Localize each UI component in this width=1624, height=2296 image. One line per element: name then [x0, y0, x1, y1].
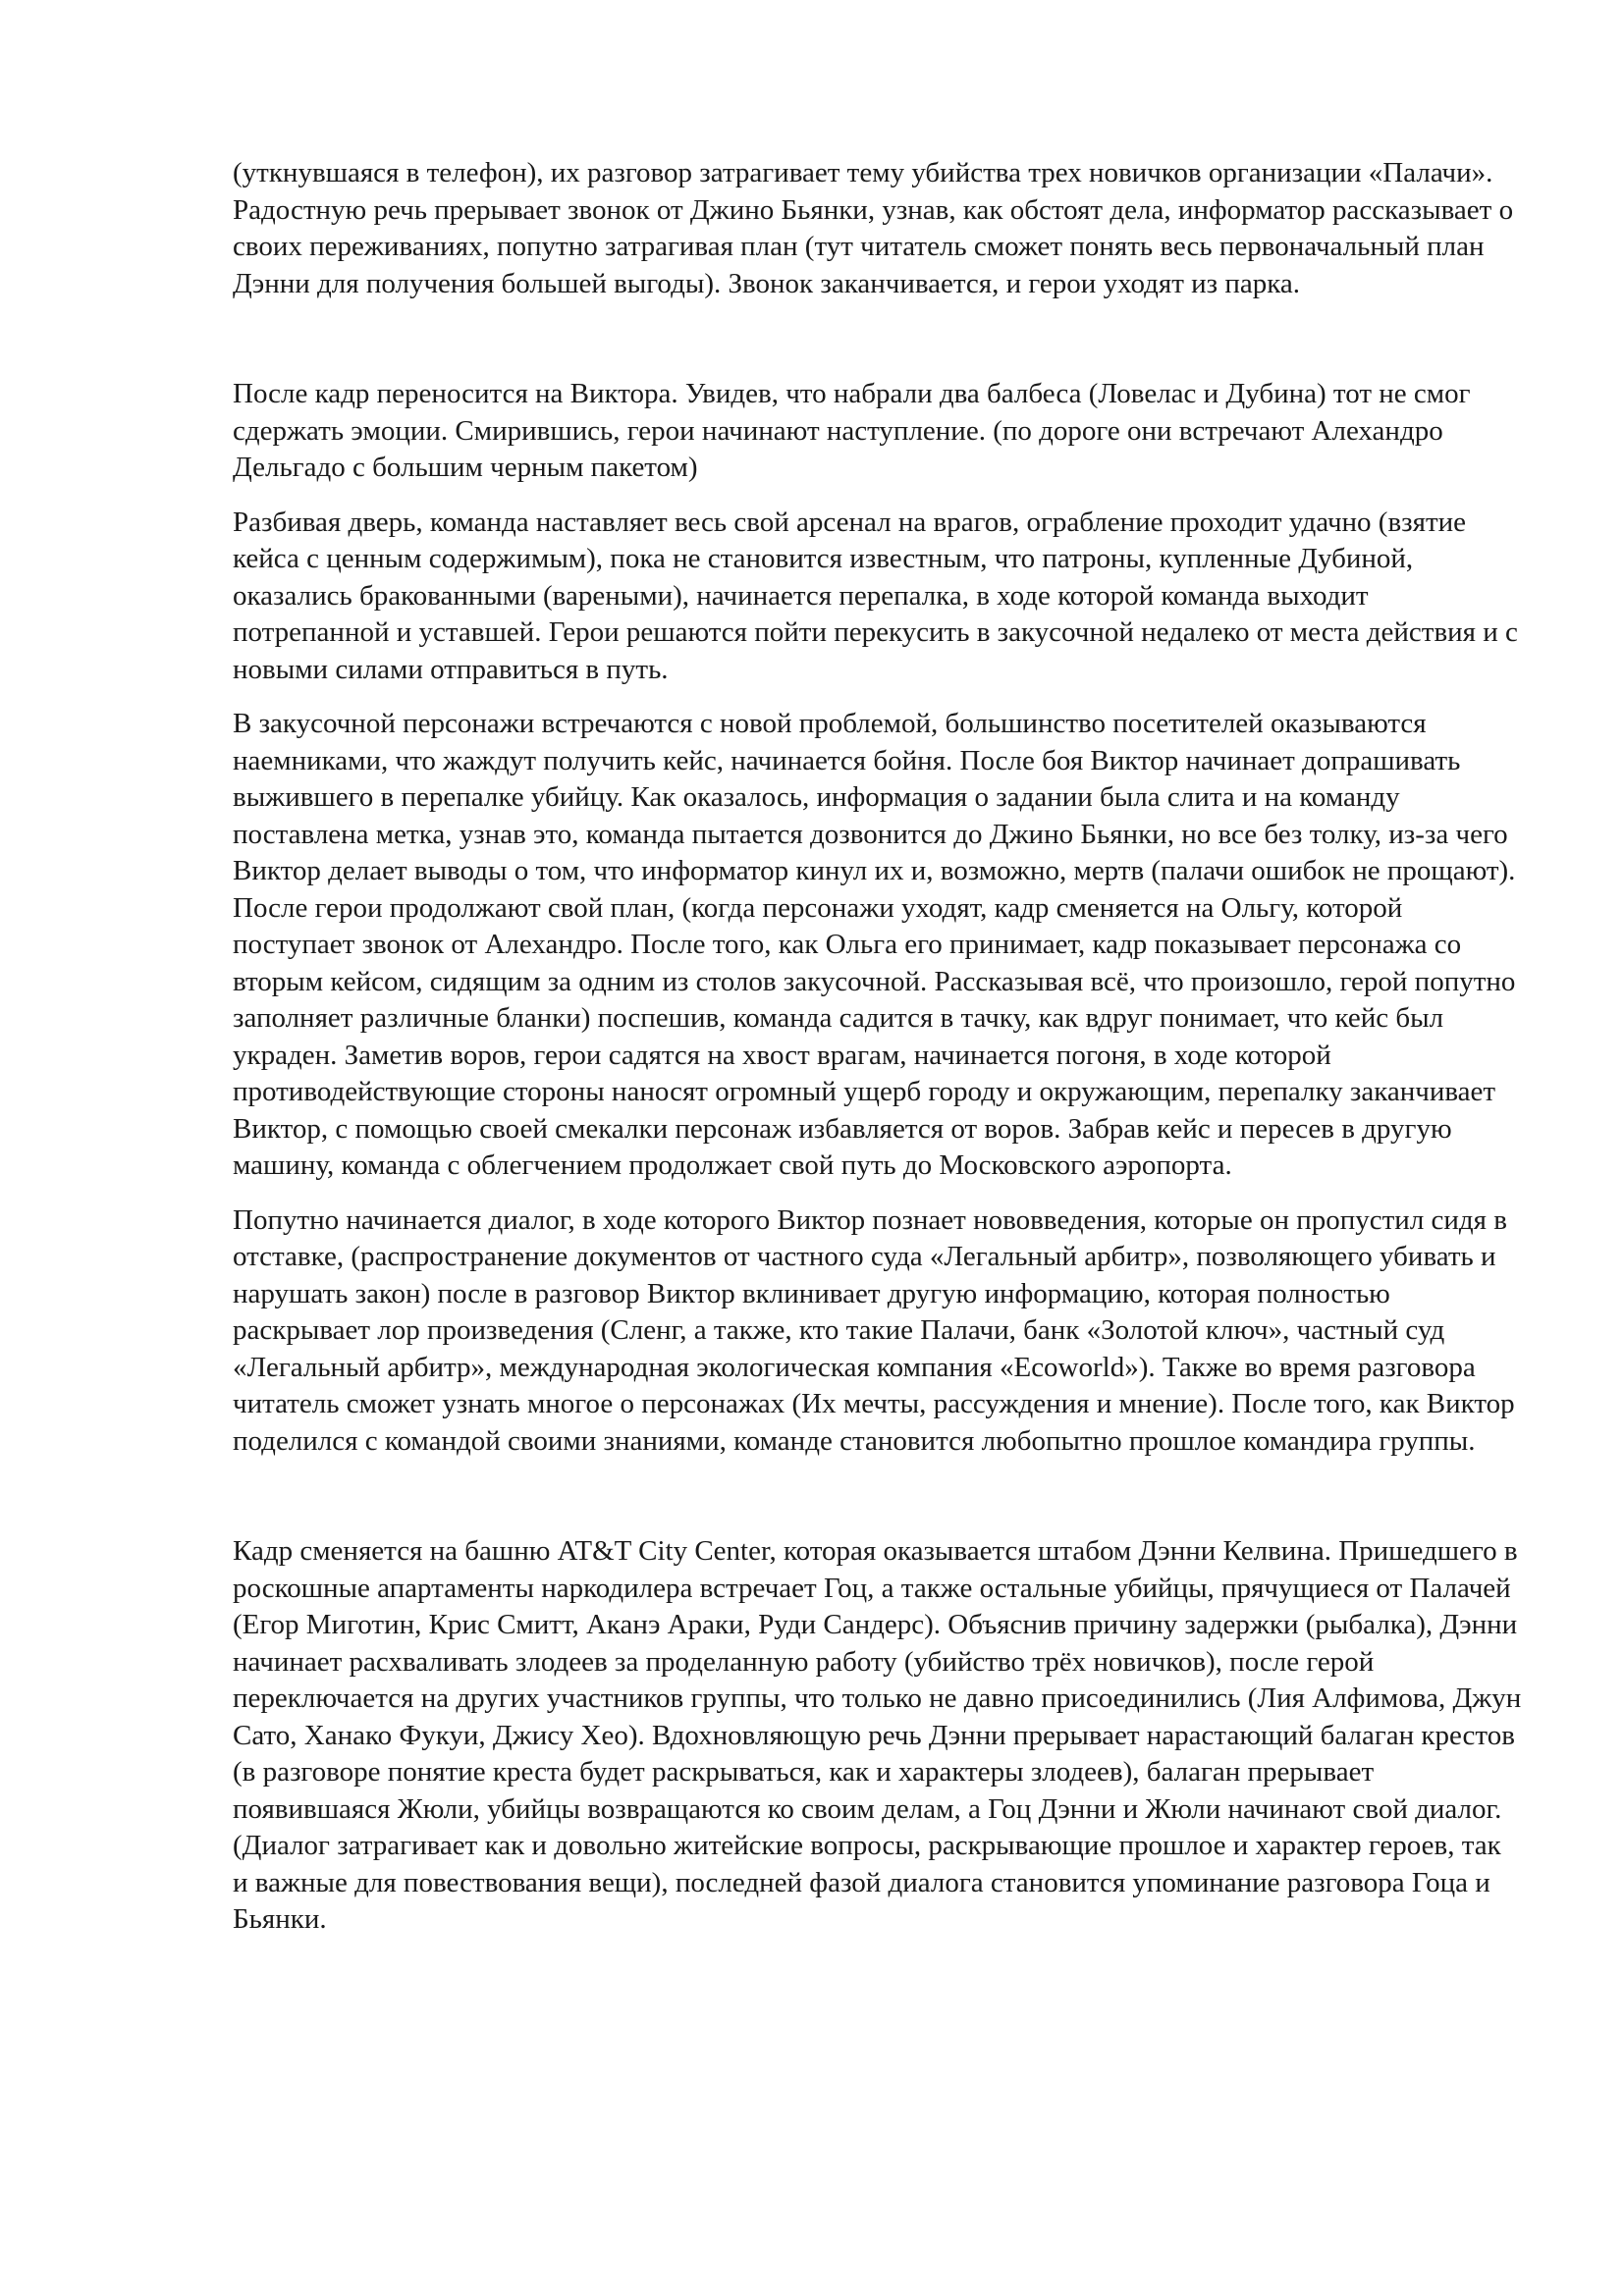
paragraph-dialogue: Попутно начинается диалог, в ходе которого Виктор познает нововведения, которые он пропустил сидя в отставке, (распространение документов от частного суда «Легальный арбитр», позволяющего убивать и нарушать закон) после в разговор Виктор вклинивает другую информацию, которая полностью раскрывает лор произведения (Сленг, а также, кто такие Палачи, банк «Золотой ключ», частный суд «Легальный арбитр», международная экологическая компания «Ecoworld»). Также во время разговора читатель сможет узнать многое о персонажах (Их мечты, рассуждения и мнение). После того, как Виктор поделился с командой своими знаниями, команде становится любопытно прошлое командира группы.: [233, 1203, 1515, 1457]
section-gap: [233, 1477, 1523, 1533]
paragraph-tower-scene: Кадр сменяется на башню AT&T City Center, которая оказывается штабом Дэнни Келвина. Пришедшего в роскошные апартаменты наркодилера встречает Гоц, а также остальные убийцы, прячущиеся от Палачей (Егор Миготин, Крис Смитт, Аканэ Араки, Руди Сандерс). Объяснив причину задержки (рыбалка), Дэнни начинает расхваливать злодеев за проделанную работу (убийство трёх новичков), после герой переключается на других участников группы, что только не давно присоединились (Лия Алфимова, Джун Сато, Ханако Фукуи, Джису Хео). Вдохновляющую речь Дэнни прерывает нарастающий балаган крестов (в разговоре понятие креста будет раскрываться, как и характеры злодеев), балаган прерывает появившаяся Жюли, убийцы возвращаются ко своим делам, а Гоц Дэнни и Жюли начинают свой диалог. (Диалог затрагивает как и довольно житейские вопросы, раскрывающие прошлое и характер героев, так и важные для повествования вещи), последней фазой диалога становится упоминание разговора Гоца и Бьянки.: [233, 1535, 1522, 1935]
paragraph-diner-fight: В закусочной персонажи встречаются с новой проблемой, большинство посетителей оказываются наемниками, что жаждут получить кейс, начинается бойня. После боя Виктор начинает допрашивать выжившего в перепалке убийцу. Как оказалось, информация о задании была слита и на команду поставлена метка, узнав это, команда пытается дозвонится до Джино Бьянки, но все без толку, из-за чего Виктор делает выводы о том, что информатор кинул их и, возможно, мертв (палачи ошибок не прощают). После герои продолжают свой план, (когда персонажи уходят, кадр сменяется на Ольгу, которой поступает звонок от Алехандро. После того, как Ольга его принимает, кадр показывает персонажа со вторым кейсом, сидящим за одним из столов закусочной. Рассказывая всё, что произошло, герой попутно заполняет различные бланки) поспешив, команда садится в тачку, как вдруг понимает, что кейс был украден. Заметив воров, герои садятся на хвост врагам, начинается погоня, в ходе которой противодействующие стороны наносят огромный ущерб городу и окружающим, перепалку заканчивает Виктор, с помощью своей смекалки персонаж избавляется от воров. Забрав кейс и пересев в другую машину, команда с облегчением продолжает свой путь до Московского аэропорта.: [233, 708, 1516, 1181]
paragraph-robbery: Разбивая дверь, команда наставляет весь свой арсенал на врагов, ограбление проходит удачно (взятие кейса с ценным содержимым), пока не становится известным, что патроны, купленные Дубиной, оказались бракованными (вареными), начинается перепалка, в ходе которой команда выходит потрепанной и уставшей. Герои решаются пойти перекусить в закусочной недалеко от места действия и с новыми силами отправиться в путь.: [233, 506, 1518, 685]
document-text: [233, 155, 1523, 1956]
section-gap: [233, 320, 1523, 376]
paragraph-viktor-scene: После кадр переносится на Виктора. Увидев, что набрали два балбеса (Ловелас и Дубина) тот не смог сдержать эмоции. Смирившись, герои начинают наступление. (по дороге они встречают Алехандро Дельгадо с большим черным пакетом): [233, 378, 1471, 483]
paragraph-park-scene: (уткнувшаяся в телефон), их разговор затрагивает тему убийства трех новичков организации «Палачи». Радостную речь прерывает звонок от Джино Бьянки, узнав, как обстоят дела, информатор рассказывает о своих переживаниях, попутно затрагивая план (тут читатель сможет понять весь первоначальный план Дэнни для получения большей выгоды). Звонок заканчивается, и герои уходят из парка.: [233, 157, 1514, 299]
